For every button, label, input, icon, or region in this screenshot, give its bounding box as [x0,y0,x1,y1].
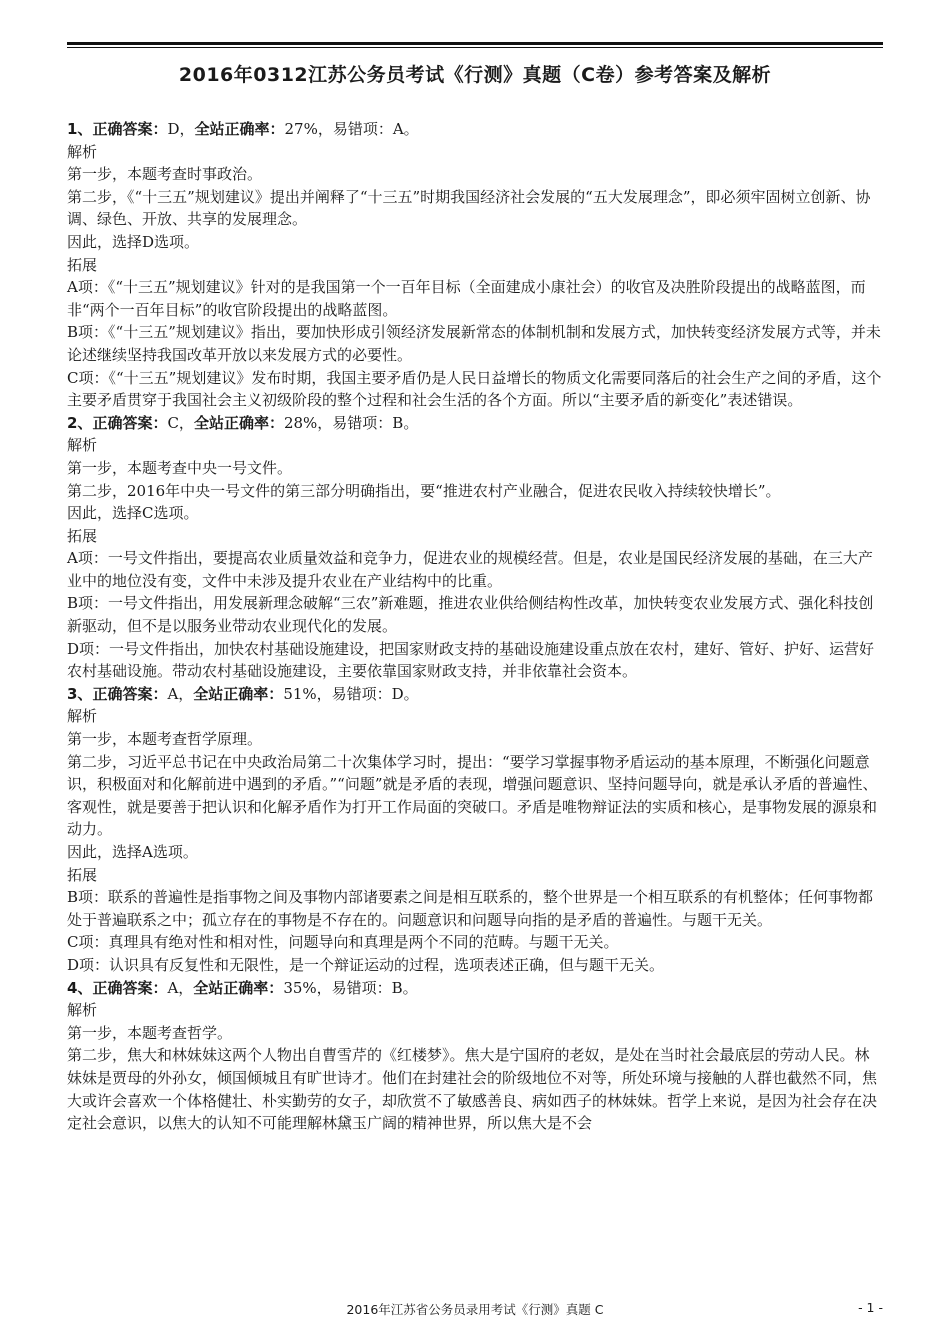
page-number: - 1 - [858,1300,883,1315]
extension-label: 拓展 [67,865,98,884]
question-number: 3、 [67,684,93,703]
extension-item: B项：联系的普遍性是指事物之间及事物内部诸要素之间是相互联系的，整个世界是一个相互联系的有机整体；任何事物都处于普遍联系之中；孤立存在的事物是不存在的。问题意识和问题导向指的是矛盾的普遍性。与题干无关。 [67,888,874,929]
step-1: 第一步，本题考查哲学原理。 [67,730,263,749]
header-rule-thick [67,42,883,45]
conclusion: 因此，选择A选项。 [67,843,198,861]
step-2: 第二步，2016年中央一号文件的第三部分明确指出，要“推进农村产业融合，促进农民收入持续较快增长”。 [67,481,781,500]
extension-label: 拓展 [67,255,98,274]
answer-label: 正确答案： [92,120,168,138]
conclusion: 因此，选择C选项。 [67,504,199,523]
extension-item: A项：一号文件指出，要提高农业质量效益和竞争力，促进农业的规模经营。但是，农业是国民经济发展的基础，在三大产业中的地位没有变，文件中未涉及提升农业在产业结构中的比重。 [67,549,873,590]
conclusion: 因此，选择D选项。 [67,232,200,251]
extension-item: C项：真理具有绝对性和相对性，问题导向和真理是两个不同的范畴。与题干无关。 [67,933,619,952]
answer-value: D， [167,120,195,138]
answer-label: 正确答案： [92,413,168,432]
step-1: 第一步，本题考查哲学。 [67,1023,233,1042]
page-title: 2016年0312江苏公务员考试《行测》真题（C卷）参考答案及解析 [178,64,772,86]
header-rule-thin [67,47,883,48]
rate-label: 全站正确率： [193,978,284,997]
analysis-label: 解析 [67,436,98,455]
answer-value: A， [167,684,194,703]
rate-label: 全站正确率： [193,684,284,703]
answer-value: C， [167,413,194,432]
rate-value: 28%，易错项：B。 [283,413,419,432]
extension-item: B项：《“十三五”规划建议》指出，要加快形成引领经济发展新常态的体制机制和发展方式，加快转变经济发展方式等，并未论述继续坚持我国改革开放以来发展方式的必要性。 [67,323,881,364]
answer-value: A， [167,978,194,997]
question-4-header [67,977,883,1000]
step-1: 第一步，本题考查时事政治。 [67,165,263,184]
question-3-header [67,683,883,706]
document-body [67,118,883,1135]
step-2: 第二步，焦大和林妹妹这两个人物出自曹雪芹的《红楼梦》。焦大是宁国府的老奴，是处在当时社会最底层的劳动人民。林妹妹是贾母的外孙女，倾国倾城且有旷世诗才。他们在封建社会的阶级地位不对等，所处环境与接触的人群也截然不同，焦大或许会喜欢一个体格健壮、朴实勤劳的女子，却欣赏不了敏感善良、病如西子的林妹妹。哲学上来说，是因为社会存在决定社会意识，以焦大的认知不可能理解林黛玉广阔的精神世界，所以焦大是不会 [67,1046,878,1133]
extension-item: A项：《“十三五”规划建议》针对的是我国第一个一百年目标（全面建成小康社会）的收官及决胜阶段提出的战略蓝图，而非“两个一百年目标”的收官阶段提出的战略蓝图。 [67,278,866,319]
question-number: 1、 [67,120,93,138]
analysis-label: 解析 [67,142,98,161]
question-number: 4、 [67,978,93,997]
answer-label: 正确答案： [92,684,168,703]
extension-label: 拓展 [67,526,98,545]
step-2: 第二步，《“十三五”规划建议》提出并阐释了“十三五”时期我国经济社会发展的“五大发展理念”，即必须牢固树立创新、协调、绿色、开放、共享的发展理念。 [67,187,871,229]
analysis-label: 解析 [67,707,98,726]
question-1-header [67,118,883,141]
rate-value: 35%，易错项：B。 [283,978,418,997]
step-1: 第一步，本题考查中央一号文件。 [67,458,293,477]
question-2-header [67,412,883,435]
rate-label: 全站正确率： [194,120,285,138]
rate-value: 51%，易错项：D。 [283,684,419,703]
answer-label: 正确答案： [92,978,168,997]
footer-text: 2016年江苏省公务员录用考试《行测》真题 C [346,1302,604,1317]
analysis-label: 解析 [67,1001,98,1020]
extension-item: D项：一号文件指出，加快农村基础设施建设，把国家财政支持的基础设施建设重点放在农村，建好、管好、护好、运营好农村基础设施。带动农村基础设施建设，主要依靠国家财政支持，并非依靠社会资本。 [67,639,875,681]
rate-value: 27%，易错项：A。 [284,120,419,138]
extension-item: B项：一号文件指出，用发展新理念破解“三农”新难题，推进农业供给侧结构性改革，加快转变农业发展方式、强化科技创新驱动，但不是以服务业带动农业现代化的发展。 [67,594,874,636]
rate-label: 全站正确率： [193,413,284,432]
extension-item: C项：《“十三五”规划建议》发布时期，我国主要矛盾仍是人民日益增长的物质文化需要同落后的社会生产之间的矛盾，这个主要矛盾贯穿于我国社会主义初级阶段的整个过程和社会生活的各个方面。所以“主要矛盾的新变化”表述错误。 [67,368,882,410]
step-2: 第二步，习近平总书记在中央政治局第二十次集体学习时，提出：“要学习掌握事物矛盾运动的基本原理，不断强化问题意识，积极面对和化解前进中遇到的矛盾。”“问题”就是矛盾的表现，增强问题意识、坚持问题导向，就是承认矛盾的普遍性、客观性，就是要善于把认识和化解矛盾作为打开工作局面的突破口。矛盾是唯物辩证法的实质和核心，是事物发展的源泉和动力。 [67,752,878,839]
extension-item: D项：认识具有反复性和无限性，是一个辩证运动的过程，选项表述正确，但与题干无关。 [67,955,665,974]
question-number: 2、 [67,413,93,432]
